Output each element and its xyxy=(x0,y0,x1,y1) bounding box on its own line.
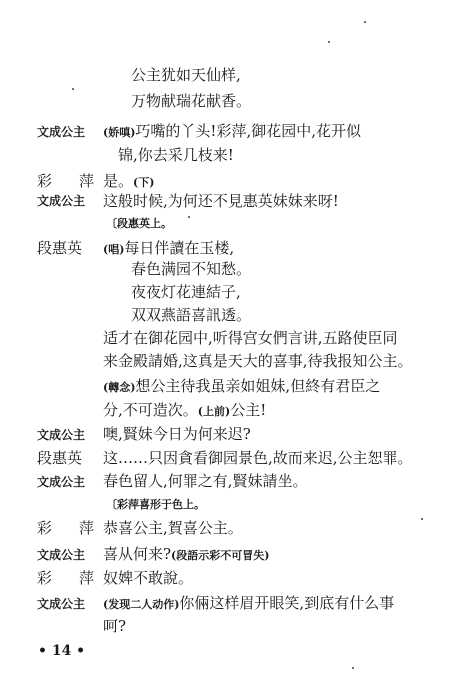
verse-line: 夜夜灯花連結子, xyxy=(131,283,241,301)
print-speck xyxy=(328,41,330,43)
stage-direction: (轉念) xyxy=(103,381,136,394)
page-number: • 14 • xyxy=(38,643,86,659)
speaker-label: 段惠英 xyxy=(37,239,83,257)
dialogue-text: 分,不可造次。 xyxy=(103,401,198,419)
dialogue-text: 喜从何来? xyxy=(103,545,172,563)
dialogue-line: 恭喜公主,賀喜公主。 xyxy=(103,519,243,537)
speaker-label: 文成公主 xyxy=(37,548,86,562)
print-speck xyxy=(188,216,190,218)
speaker-label: 文成公主 xyxy=(37,597,86,611)
speaker-label: 彩 萍 xyxy=(37,569,101,587)
verse-line: 万物献瑞花献香。 xyxy=(131,92,252,110)
dialogue-line: 来金殿請婚,这真是天大的喜事,待我报知公主。 xyxy=(103,352,413,370)
stage-direction: 〔段惠英上。 xyxy=(106,217,172,230)
print-speck xyxy=(364,21,366,23)
print-speck xyxy=(352,667,354,669)
dialogue-text: 是。 xyxy=(103,172,134,190)
speaker-label: 彩 萍 xyxy=(37,172,101,190)
stage-direction: (唱) xyxy=(103,243,125,256)
dialogue-line: 这……只因貪看御园景色,故而来迟,公主恕罪。 xyxy=(103,449,413,467)
dialogue-line xyxy=(103,377,380,397)
verse-line: 公主犹如天仙样, xyxy=(131,66,241,84)
dialogue-line xyxy=(103,545,269,565)
dialogue-line: 噢,賢妹今日为何来迟? xyxy=(103,425,251,443)
dialogue-line: 呵? xyxy=(103,617,127,635)
print-speck xyxy=(72,88,74,90)
dialogue-line: 适才在御花园中,听得宫女們言讲,五路使臣同 xyxy=(103,329,398,347)
dialogue-line: 锦,你去采几枝来! xyxy=(118,146,234,164)
speaker-label: 文成公主 xyxy=(37,428,86,442)
stage-direction: 〔彩萍喜形于色上。 xyxy=(106,498,205,511)
dialogue-line xyxy=(103,172,154,192)
stage-direction: (娇嗔) xyxy=(103,126,136,139)
stage-direction: (上前) xyxy=(197,405,231,418)
stage-direction: (下) xyxy=(133,176,155,189)
dialogue-text: 巧嘴的丫头!彩萍,御花园中,花开似 xyxy=(135,122,361,140)
verse-line: 双双燕語喜訊透。 xyxy=(131,306,252,324)
speaker-label: 文成公主 xyxy=(37,475,86,489)
print-speck xyxy=(421,518,423,520)
dialogue-line: 春色留人,何罪之有,賢妹請坐。 xyxy=(103,472,308,490)
dialogue-text: 你倆这样眉开眼笑,到底有什么事 xyxy=(179,594,395,612)
dialogue-text: 想公主待我虽亲如姐妹,但終有君臣之 xyxy=(135,377,381,395)
speaker-label: 文成公主 xyxy=(37,125,86,139)
verse-line: 春色满园不知愁。 xyxy=(131,260,252,278)
dialogue-line xyxy=(103,239,234,259)
dialogue-line: 奴婢不敢說。 xyxy=(103,569,194,587)
dialogue-line xyxy=(103,401,266,421)
speaker-label: 文成公主 xyxy=(37,194,86,208)
dialogue-text: 每日伴讀在玉楼, xyxy=(124,239,235,257)
speaker-label: 段惠英 xyxy=(37,449,83,467)
dialogue-line: 这般时候,为何还不見惠英妹妹来呀! xyxy=(103,192,339,210)
stage-direction: (发现二人动作) xyxy=(103,598,180,611)
dialogue-text: 公主! xyxy=(230,401,267,419)
dialogue-line xyxy=(103,594,394,614)
stage-direction: (段語示彩不可冒失) xyxy=(171,549,270,562)
speaker-label: 彩 萍 xyxy=(37,519,101,537)
dialogue-line xyxy=(103,122,361,142)
